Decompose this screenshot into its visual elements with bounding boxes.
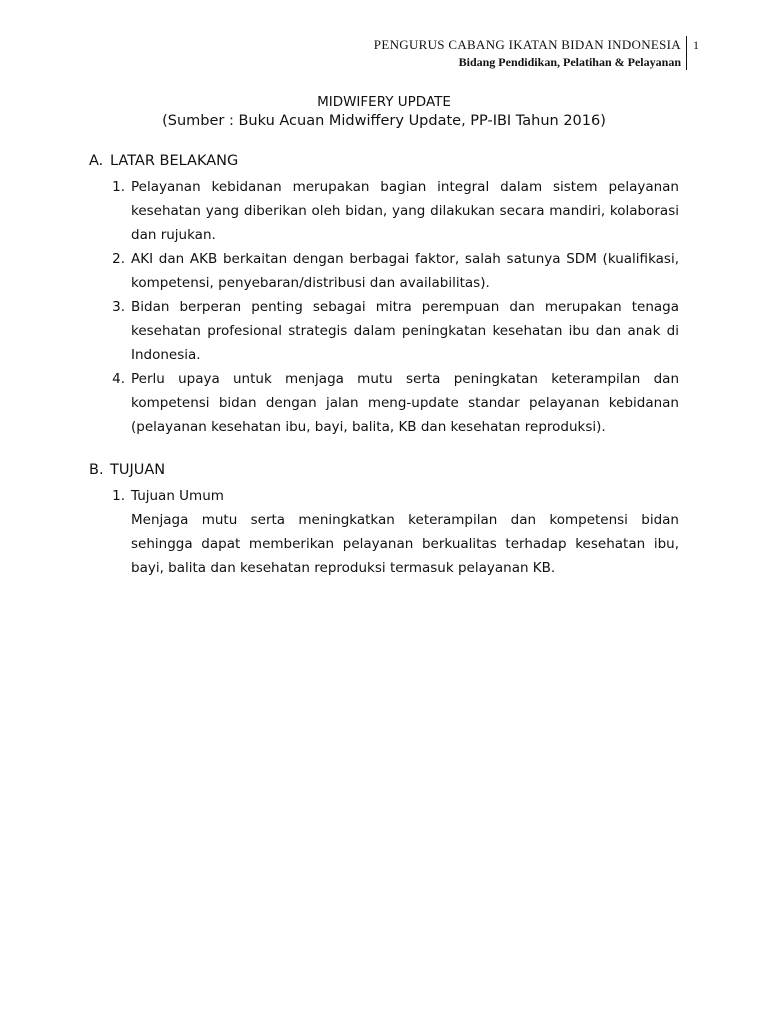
- section-paragraph: Menjaga mutu serta meningkatkan keterampilan dan kompetensi bidan sehingga dapat memberikan pelayanan berkualitas terhadap kesehatan ibu, bayi, balita dan kesehatan reproduksi termasuk pelayanan KB.: [131, 512, 679, 576]
- list-item-number: 3.: [112, 299, 125, 315]
- list-item-text: Bidan berperan penting sebagai mitra perempuan dan merupakan tenaga kesehatan profesional strategis dalam peningkatan kesehatan ibu dan anak di Indonesia.: [131, 299, 679, 363]
- numbered-list: [89, 484, 679, 508]
- list-item-text: AKI dan AKB berkaitan dengan berbagai faktor, salah satunya SDM (kualifikasi, kompetensi, penyebaran/distribusi dan availabilitas).: [131, 251, 679, 291]
- list-item-text: Tujuan Umum: [131, 488, 224, 504]
- section-letter: B.: [89, 462, 104, 478]
- list-item: [89, 367, 679, 439]
- section-title: TUJUAN: [110, 462, 166, 478]
- document-subtitle: (Sumber : Buku Acuan Midwiffery Update, PP-IBI Tahun 2016): [162, 113, 606, 129]
- list-item: [89, 247, 679, 295]
- section-letter: A.: [89, 153, 104, 169]
- list-item-number: 4.: [112, 371, 125, 387]
- document-title: MIDWIFERY UPDATE: [317, 94, 451, 110]
- list-item: [89, 175, 679, 247]
- section-heading: [89, 460, 679, 480]
- list-item: [89, 484, 679, 508]
- list-item-text: Perlu upaya untuk menjaga mutu serta peningkatan keterampilan dan kompetensi bidan dengan jalan meng-update standar pelayanan kebidanan (pelayanan kesehatan ibu, bayi, balita, KB dan kesehatan reproduksi).: [131, 371, 679, 435]
- numbered-list: [89, 175, 679, 439]
- header-organization: PENGURUS CABANG IKATAN BIDAN INDONESIA: [373, 37, 681, 52]
- section-title: LATAR BELAKANG: [110, 153, 239, 169]
- list-item-text: Pelayanan kebidanan merupakan bagian integral dalam sistem pelayanan kesehatan yang diberikan oleh bidan, yang dilakukan secara mandiri, kolaborasi dan rujukan.: [131, 179, 679, 243]
- page-number: 1: [693, 38, 699, 52]
- list-item-number: 1.: [112, 488, 125, 504]
- page-header: [374, 36, 681, 70]
- header-department: Bidang Pendidikan, Pelatihan & Pelayanan: [458, 55, 681, 69]
- list-item: [89, 295, 679, 367]
- section-heading: [89, 151, 679, 171]
- list-item-number: 2.: [112, 251, 125, 267]
- list-item-number: 1.: [112, 179, 125, 195]
- header-divider: [686, 36, 687, 70]
- section-latar-belakang: [89, 151, 679, 439]
- section-tujuan: [89, 460, 679, 580]
